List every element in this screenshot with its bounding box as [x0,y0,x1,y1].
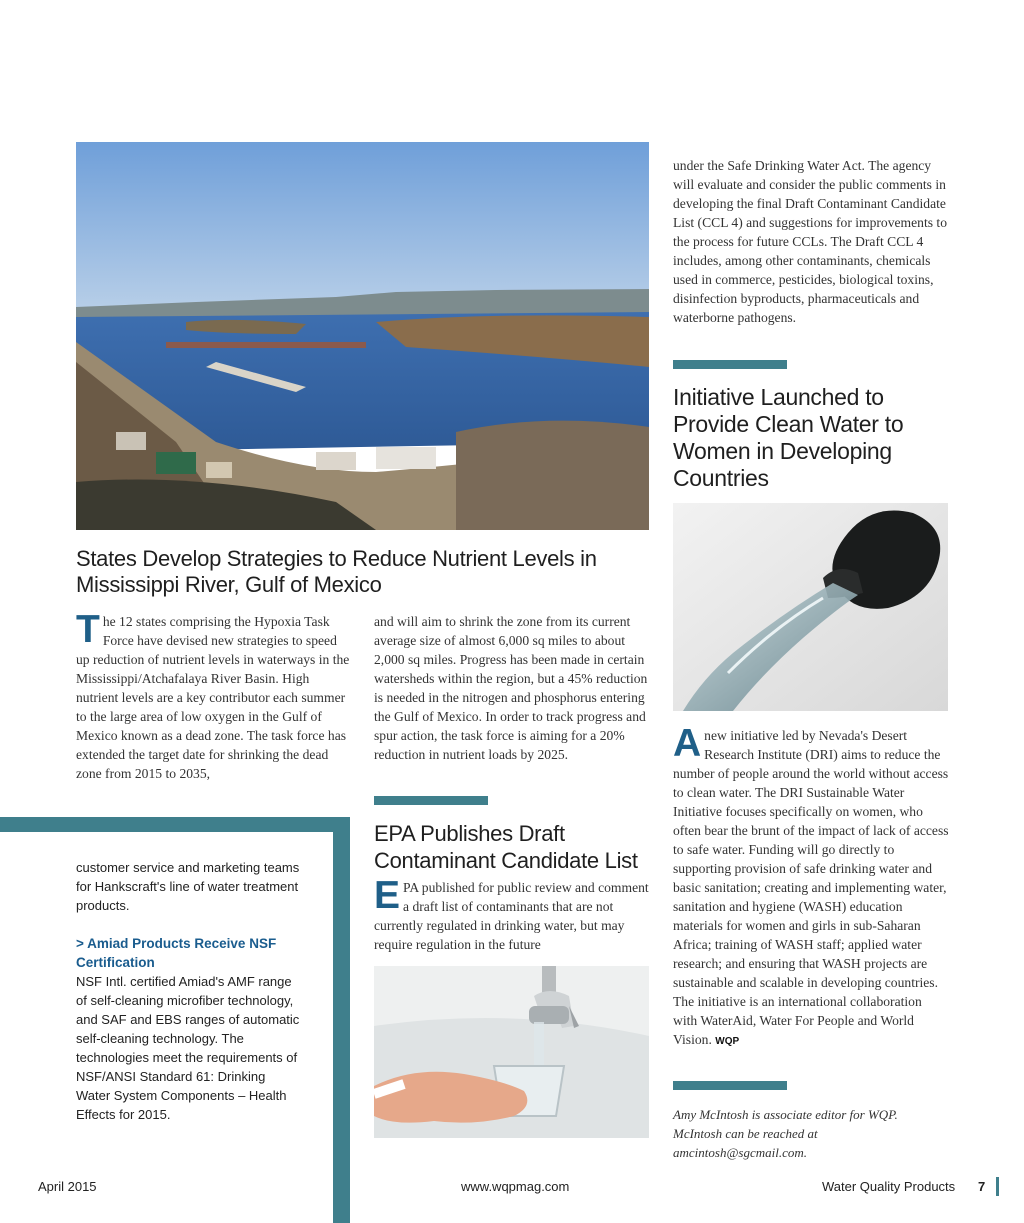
section-divider-bar [673,1081,787,1090]
dropcap-t: T [76,608,100,651]
dropcap-e: E [374,874,401,917]
nutrient-body-col1 [76,608,352,783]
faucet-glass-photo [374,966,649,1138]
section-divider-bar [374,796,488,805]
nutrient-col1-text: he 12 states comprising the Hypoxia Task Force have devised new strategies to speed up reduction of nutrient levels in waterways in the Mississippi/Atchafalaya River Basin. High nutrient levels are a key contributor each summer to the large area of low oxygen in the Gulf of Mexico known as a dead zone. The task force has extended the target date for shrinking the dead zone from 2015 to 2035, [76,614,350,781]
sidebar-intro-text: customer service and marketing teams for Hankscraft's line of water treatment products. [76,860,300,913]
sidebar-right-border [333,817,350,1223]
initiative-text: new initiative led by Nevada's Desert Research Institute (DRI) aims to reduce the number of people around the world without access to clean water. The DRI Sustainable Water Initiative focuses specifically on women, who often bear the brunt of the impact of lack of access to safe water. Funding will go directly to supporting provision of safe drinking water and basic sanitation; creating and implementing water, sanitation and hygiene (WASH) education materials for women and girls in sub-Saharan Africa; training of WASH staff; applied water research; and ensuring that WASH projects are sustainable and scalable in developing countries. The initiative is an international collaboration with WaterAid, Water For People and World Vision. [673,728,949,1047]
footer-url: www.wqpmag.com [461,1179,570,1194]
author-note: Amy McIntosh is associate editor for WQP. McIntosh can be reached at amcintosh@sgcmail.com. [673,1107,898,1160]
ccl-continued-text: under the Safe Drinking Water Act. The agency will evaluate and consider the public comments in developing the final Draft Contaminant Candidate List (CCL 4) and suggestions for improvements to the process for future CCLs. The Draft CCL 4 includes, among other contaminants, chemicals used in commerce, pesticides, biological toxins, disinfection byproducts, pharmaceuticals and waterborne pathogens. [673,158,947,325]
epa-text: PA published for public review and comment a draft list of contaminants that are not currently regulated in drinking water, but may require regulation in the future [374,880,649,952]
initiative-body [673,722,949,1051]
sidebar-heading-amiad: > Amiad Products Receive NSF Certification [76,936,277,970]
nutrient-body-col2: and will aim to shrink the zone from its current average size of almost 6,000 sq miles to about 2,000 sq miles. Progress has been made in certain watersheds within the region, but a 45% reduction is needed in the nitrogen and phosphorus entering the Gulf of Mexico. In order to track progress and spur action, the task force is aiming for a 20% reduction in nutrient loads by 2025. [374,614,648,762]
page-number: 7 [978,1179,986,1194]
section-divider-bar [673,360,787,369]
sidebar-amiad-body: NSF Intl. certified Amiad's AMF range of self-cleaning microfiber technology, and SAF and EBS ranges of automatic self-cleaning technology. The technologies meet the requirements of NSF/ANSI Standard 61: Drinking Water System Components – Health Effects for 2015. [76,974,300,1122]
epa-headline: EPA Publishes Draft Contaminant Candidate List [374,821,638,873]
sidebar-top-border [0,817,350,832]
footer-magazine-name: Water Quality Products [822,1179,956,1194]
epa-body [374,874,650,954]
mississippi-river-photo [76,142,649,530]
wqp-end-mark: WQP [715,1036,740,1047]
footer-date: April 2015 [38,1179,97,1194]
page-number-rule [996,1177,999,1196]
dropcap-a: A [673,722,702,765]
initiative-headline: Initiative Launched to Provide Clean Water to Women in Developing Countries [673,384,904,491]
water-pour-photo [673,503,948,711]
nutrient-headline: States Develop Strategies to Reduce Nutrient Levels in Mississippi River, Gulf of Mexico [76,546,597,597]
